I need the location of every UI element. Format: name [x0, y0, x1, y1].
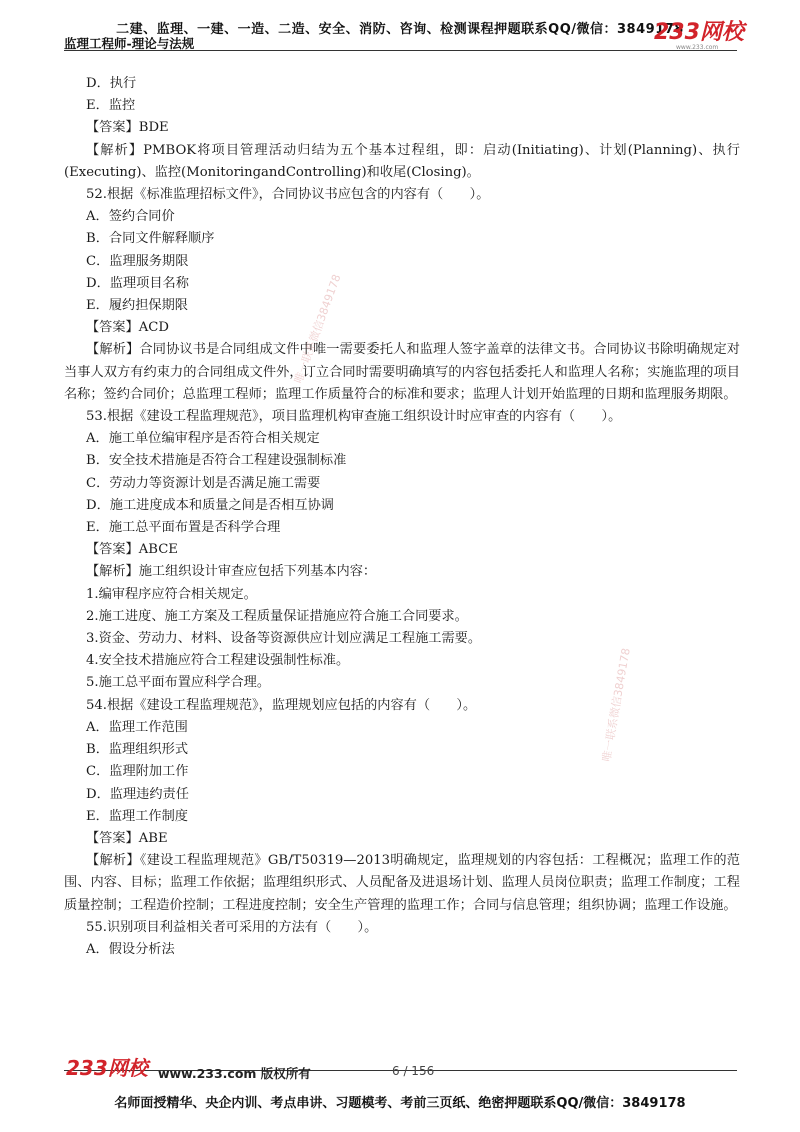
question-line: 52.根据《标准监理招标文件》，合同协议书应包含的内容有（ ）。	[86, 187, 490, 203]
footer-copyright: www.233.com 版权所有	[158, 1066, 311, 1081]
option-line: E．履约担保期限	[86, 298, 188, 314]
document-body	[64, 73, 740, 961]
answer-line: 【答案】ABCE	[86, 542, 178, 558]
option-line: D．监理项目名称	[86, 275, 189, 291]
document-subtitle: 监理工程师-理论与法规	[64, 36, 195, 51]
option-line: C．监理服务期限	[86, 253, 189, 269]
answer-line: 【答案】ABE	[86, 830, 168, 846]
option-line: C．劳动力等资源计划是否满足施工需要	[86, 475, 321, 491]
answer-line: 【解析】施工组织设计审查应包括下列基本内容：	[86, 564, 377, 580]
brand-logo: 233网校	[654, 20, 744, 45]
answer-line: 【答案】ACD	[86, 320, 169, 336]
option-line: D．监理违约责任	[86, 786, 189, 802]
answer-line: 【答案】BDE	[86, 120, 169, 136]
question-line: 54.根据《建设工程监理规范》，监理规划应包括的内容有（ ）。	[86, 697, 477, 713]
question-line: 1.编审程序应符合相关规定。	[86, 586, 257, 602]
question-line: 55.识别项目利益相关者可采用的方法有（ ）。	[86, 919, 378, 935]
watermark: 唯一联系微信3849178	[291, 272, 344, 386]
option-line: D．施工进度成本和质量之间是否相互协调	[86, 497, 334, 513]
question-line: 3.资金、劳动力、材料、设备等资源供应计划应满足工程施工需要。	[86, 631, 482, 647]
explanation-paragraph: 【解析】PMBOK将项目管理活动归结为五个基本过程组，即：启动(Initiating)、计划(Planning)、执行(Executing)、监控(MonitoringandControlling)和收尾(Closing)。	[64, 142, 740, 180]
option-line: E．监控	[86, 98, 136, 114]
header-divider	[64, 50, 737, 51]
option-line: A．签约合同价	[86, 209, 175, 225]
brand-logo-url: www.233.com	[676, 44, 719, 51]
option-line: A．假设分析法	[86, 941, 175, 957]
option-line: B．监理组织形式	[86, 742, 189, 758]
option-line: E．监理工作制度	[86, 808, 188, 824]
question-line: 5.施工总平面布置应科学合理。	[86, 675, 271, 691]
explanation-paragraph: 【解析】《建设工程监理规范》GB/T50319—2013明确规定，监理规划的内容包括：工程概况；监理工作的范围、内容、目标；监理工作依据；监理组织形式、人员配备及进退场计划、监理人员岗位职责；监理工作制度；工程质量控制；工程造价控制；工程进度控制；安全生产管理的监理工作；合同与信息管理；组织协调；监理工作设施。	[64, 853, 740, 913]
question-line: 2.施工进度、施工方案及工程质量保证措施应符合施工合同要求。	[86, 608, 468, 624]
option-line: D．执行	[86, 76, 137, 91]
explanation-paragraph: 【解析】合同协议书是合同组成文件中唯一需要委托人和监理人签字盖章的法律文书。合同协议书除明确规定对当事人双方有约束力的合同组成文件外，订立合同时需要明确填写的内容包括委托人和监理人名称；实施监理的项目名称；签约合同价；总监理工程师；监理工作质量符合的标准和要求；监理人计划开始监理的日期和监理服务期限。	[64, 342, 740, 402]
footer-contact-line: 名师面授精华、央企内训、考点串讲、习题模考、考前三页纸、绝密押题联系QQ/微信：3849178	[114, 1096, 686, 1111]
option-line: B．合同文件解释顺序	[86, 231, 215, 247]
page-number: 6 / 156	[392, 1064, 435, 1078]
question-line: 53.根据《建设工程监理规范》，项目监理机构审查施工组织设计时应审查的内容有（ ）。	[86, 409, 622, 425]
option-line: C．监理附加工作	[86, 764, 189, 780]
watermark: 唯一联系微信3849178	[599, 647, 633, 763]
option-line: A．施工单位编审程序是否符合相关规定	[86, 431, 320, 447]
option-line: A．监理工作范围	[86, 719, 188, 735]
question-line: 4.安全技术措施应符合工程建设强制性标准。	[86, 653, 350, 669]
footer-brand-logo: 233网校	[66, 1056, 148, 1080]
option-line: E．施工总平面布置是否科学合理	[86, 520, 281, 536]
header-contact-line: 二建、监理、一建、一造、二造、安全、消防、咨询、检测课程押题联系QQ/微信：3849178	[116, 22, 684, 37]
option-line: B．安全技术措施是否符合工程建设强制标准	[86, 453, 347, 469]
